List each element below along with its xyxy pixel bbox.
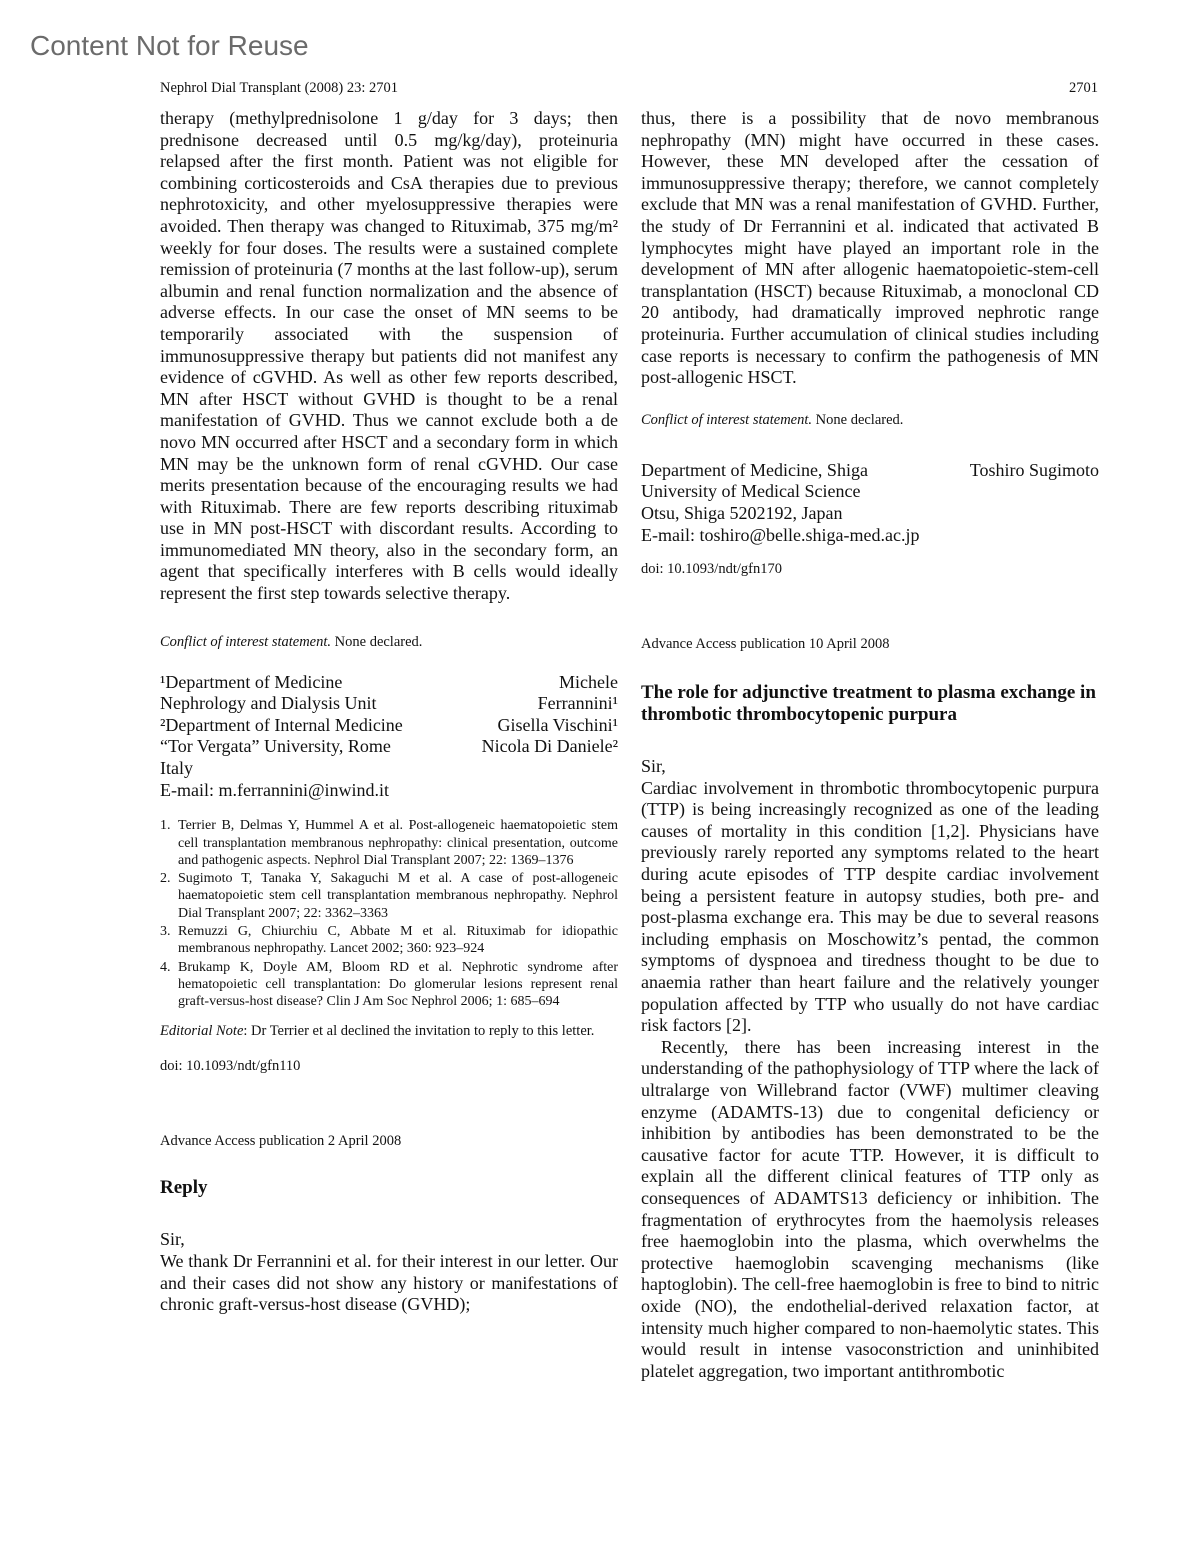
paragraph: Cardiac involvement in thrombotic thrombocytopenic purpura (TTP) is being increasingly recognized as one of the leading causes of mortality in this condition [1,2]. Physicians have previously rarely reported any symptoms related to the heart during acute episodes of TTP despite cardiac involvement being a persistent feature in autopsy studies, both pre- and post-plasma exchange era. This may be due to several reasons including emphasis on Moschowitz’s pentad, the common symptoms of dyspnoea and tiredness thought to be due to anaemia rather than heart failure and the relatively younger population affected by TTP who usually do not have cardiac risk factors [2]. bbox=[641, 777, 1099, 1036]
left-column bbox=[160, 108, 618, 1316]
coi-label: Conflict of interest statement. bbox=[641, 411, 813, 428]
advance-access-date: Advance Access publication 2 April 2008 bbox=[160, 1133, 402, 1150]
editorial-label: Editorial Note bbox=[160, 1023, 244, 1040]
author-address-block bbox=[641, 460, 1099, 546]
coi-label: Conflict of interest statement. bbox=[160, 633, 332, 650]
reply-body: We thank Dr Ferrannini et al. for their interest in our letter. Our and their cases did not show any history or manifestations of chronic graft-versus-host disease (GVHD); bbox=[160, 1251, 618, 1315]
author-name: Michele bbox=[559, 671, 618, 692]
address-line: ¹Department of Medicine bbox=[160, 671, 343, 692]
address-line: “Tor Vergata” University, Rome bbox=[160, 736, 391, 757]
coi-text: None declared. bbox=[331, 633, 423, 650]
editorial-text: : Dr Terrier et al declined the invitation to reply to this letter. bbox=[243, 1023, 595, 1040]
right-column bbox=[641, 108, 1099, 1382]
running-head-journal: Nephrol Dial Transplant (2008) 23: 2701 bbox=[160, 80, 399, 96]
doi: doi: 10.1093/ndt/gfn170 bbox=[641, 561, 782, 578]
address-lines bbox=[160, 672, 403, 802]
reference-number: 4. bbox=[160, 959, 171, 975]
reply-heading: Reply bbox=[160, 1177, 208, 1199]
reference-text: Brukamp K, Doyle AM, Bloom RD et al. Nephrotic syndrome after hematopoietic cell transplantation: Do glomerular lesions represent renal graft-versus-host disease? Clin J Am Soc Nephrol 2006; 1: 685–694 bbox=[178, 959, 618, 1010]
editorial-note bbox=[160, 1022, 618, 1041]
address-email: E-mail: toshiro@belle.shiga-med.ac.jp bbox=[641, 524, 920, 545]
author-names bbox=[482, 672, 618, 802]
author-name: Toshiro Sugimoto bbox=[969, 459, 1099, 480]
doi: doi: 10.1093/ndt/gfn110 bbox=[160, 1058, 301, 1075]
conflict-of-interest bbox=[641, 411, 1099, 430]
address-line: Italy bbox=[160, 758, 193, 779]
author-names bbox=[970, 460, 1099, 546]
reference-text: Remuzzi G, Chiurchiu C, Abbate M et al. Rituximab for idiopathic membranous nephropathy. Lancet 2002; 360: 923–924 bbox=[178, 924, 618, 957]
paragraph: Recently, there has been increasing interest in the understanding of the pathophysiology of TTP where the lack of ultralarge von Willebrand factor (VWF) multimer cleaving enzyme (ADAMTS-13) due to congenital deficiency or inhibition by antibodies has been demonstrated to be the causative factor for acute TTP. However, it is difficult to explain all the different clinical features of TTP only as consequences of ADAMTS13 deficiency or inhibition. The fragmentation of erythrocytes from the haemolysis releases free haemoglobin into the plasma, which overwhelms the protective haemoglobin scavenging mechanisms (like haptoglobin). The cell-free haemoglobin is free to bind to nitric oxide (NO), the endothelial-derived relaxation factor, at intensity much higher compared to non-haemolytic states. This would result in intense vasoconstriction and uninhibited platelet aggregation, two important antithrombotic bbox=[641, 1036, 1099, 1381]
coi-text: None declared. bbox=[812, 411, 904, 428]
address-email: E-mail: m.ferrannini@inwind.it bbox=[160, 779, 390, 800]
reply-body-continuation: thus, there is a possibility that de novo membranous nephropathy (MN) might have occurred in these cases. However, these MN developed after the cessation of immunosuppressive therapy; therefore, we cannot completely exclude that MN was a renal manifestation of GVHD. Further, the study of Dr Ferrannini et al. indicated that activated B lymphocytes might have played an important role in the development of MN after allogenic haematopoietic-stem-cell transplantation (HSCT) because Rituximab, a monoclonal CD 20 antibody, had dramatically improved nephrotic range proteinuria. Further accumulation of clinical studies including case reports is necessary to confirm the pathogenesis of MN post-allogenic HSCT. bbox=[641, 108, 1099, 388]
reference-number: 3. bbox=[160, 924, 171, 939]
article-body bbox=[641, 778, 1099, 1383]
article-title: The role for adjunctive treatment to plasma exchange in thrombotic thrombocytopenic purpura bbox=[641, 682, 1096, 726]
address-line: Otsu, Shiga 5202192, Japan bbox=[641, 502, 843, 523]
watermark: Content Not for Reuse bbox=[30, 30, 309, 61]
address-line: University of Medical Science bbox=[641, 481, 861, 502]
address-lines bbox=[641, 460, 920, 546]
address-line: ²Department of Internal Medicine bbox=[160, 714, 403, 735]
reference-item bbox=[160, 817, 618, 869]
reference-item bbox=[160, 870, 618, 922]
author-address-block bbox=[160, 672, 618, 802]
running-head-page-number: 2701 bbox=[1069, 80, 1098, 96]
salutation: Sir, bbox=[160, 1229, 185, 1250]
reference-item bbox=[160, 923, 618, 958]
reference-item bbox=[160, 959, 618, 1011]
address-line: Department of Medicine, Shiga bbox=[641, 459, 868, 480]
reference-number: 1. bbox=[160, 818, 171, 834]
advance-access-date: Advance Access publication 10 April 2008 bbox=[641, 636, 890, 653]
author-name: Nicola Di Daniele² bbox=[481, 736, 618, 757]
author-name: Ferrannini¹ bbox=[537, 693, 618, 714]
reference-list bbox=[160, 817, 618, 1010]
conflict-of-interest bbox=[160, 633, 618, 652]
reference-text: Sugimoto T, Tanaka Y, Sakaguchi M et al. A case of post-allogeneic haematopoietic stem cell transplantation membranous nephropathy. Nephrol Dial Transplant 2007; 22: 3362–3363 bbox=[178, 871, 618, 921]
address-line: Nephrology and Dialysis Unit bbox=[160, 693, 377, 714]
reference-text: Terrier B, Delmas Y, Hummel A et al. Post-allogeneic haematopoietic stem cell transplantation membranous nephropathy: clinical presentation, outcome and pathogenic aspects. Nephrol Dial Transplant 2007; 22: 1369–1376 bbox=[178, 818, 618, 868]
letter-body-continuation: therapy (methylprednisolone 1 g/day for 3 days; then prednisone decreased until 0.5 mg/kg/day), proteinuria relapsed after the first month. Patient was not eligible for combining corticosteroids and CsA therapies due to previous nephrotoxicity, and other myelosuppressive therapies were avoided. Then therapy was changed to Rituximab, 375 mg/m² weekly for four doses. The results were a sustained complete remission of proteinuria (7 months at the last follow-up), serum albumin and renal function normalization and the absence of adverse effects. In our case the onset of MN seems to be temporarily associated with the suspension of immunosuppressive therapy but patients did not manifest any evidence of cGVHD. As well as other few reports described, MN after HSCT without GVHD is thought to be a renal manifestation of GVHD. Thus we cannot exclude both a de novo MN occurred after HSCT and a secondary form in which MN may be the unknown form of renal cGVHD. Our case merits presentation because of the encouraging results we had with Rituximab. There are few reports describing rituximab use in MN post-HSCT with discordant results. According to immunomediated MN theory, also in the secondary form, an agent that specifically interferes with B cells would ideally represent the first step towards selective therapy. bbox=[160, 108, 618, 604]
reference-number: 2. bbox=[160, 871, 171, 887]
salutation: Sir, bbox=[641, 756, 666, 777]
author-name: Gisella Vischini¹ bbox=[497, 714, 618, 735]
